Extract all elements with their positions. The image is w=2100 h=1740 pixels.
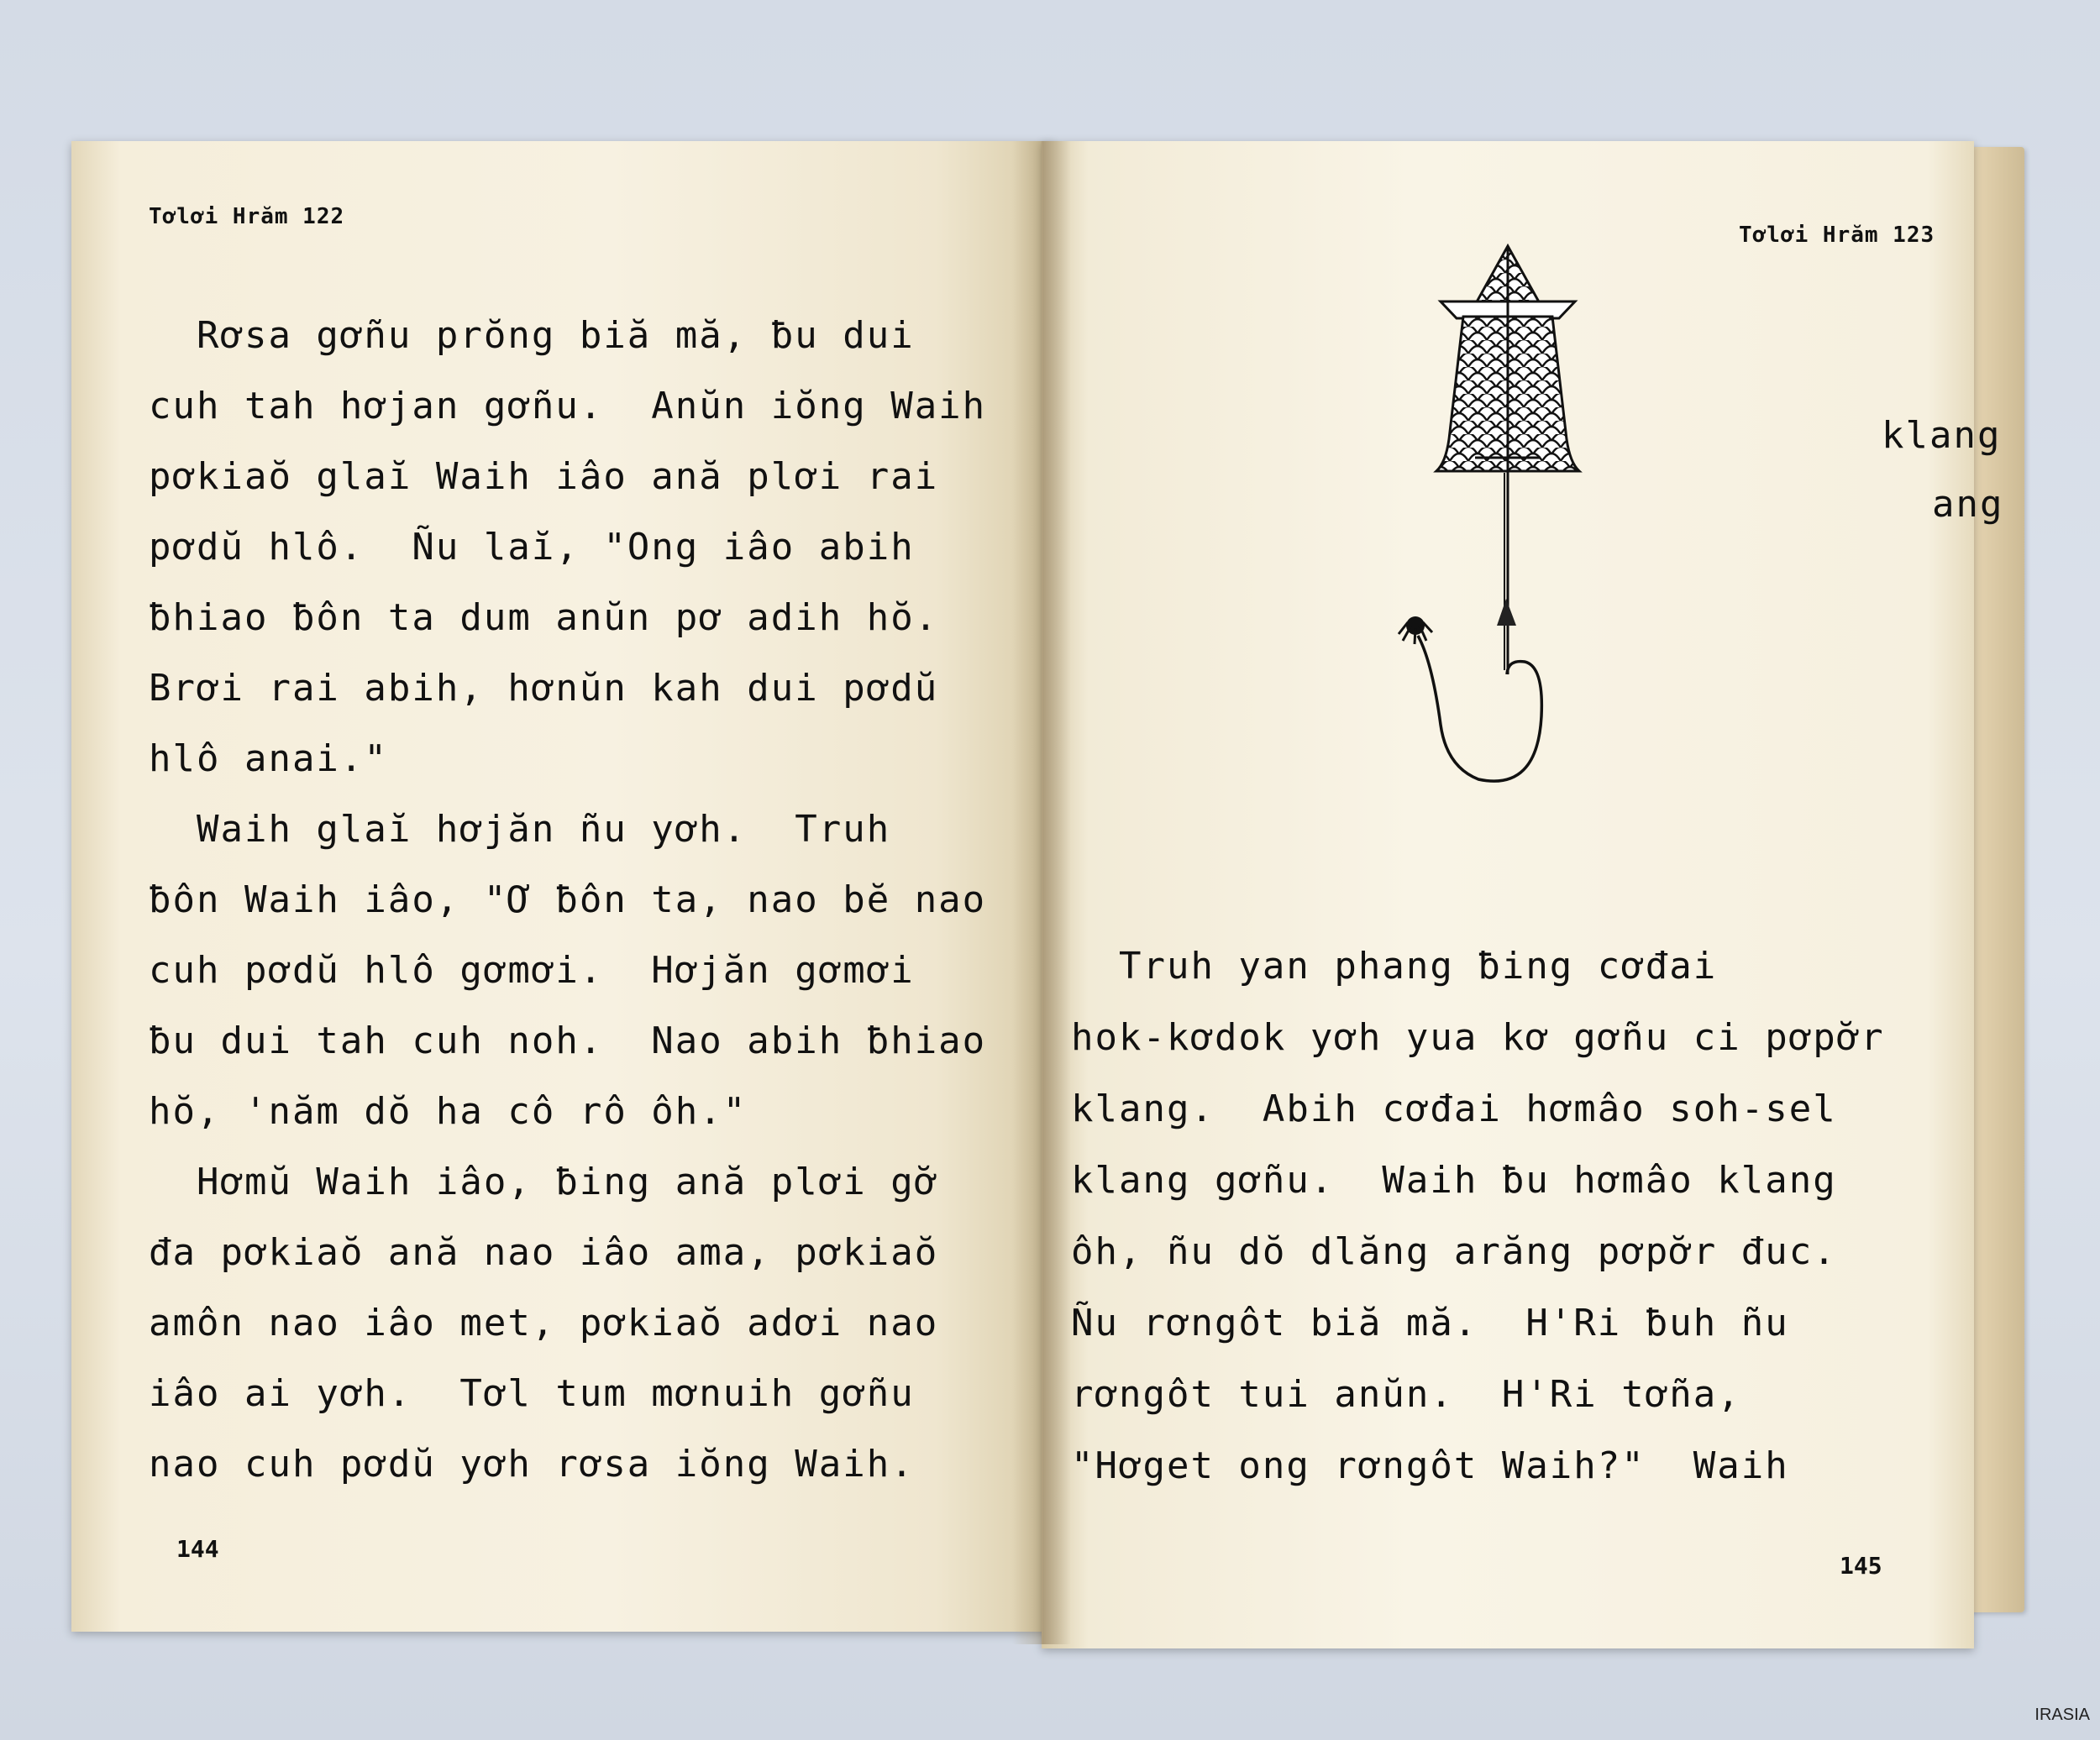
text-line: pơkiaŏ glaĭ Waih iâo ană plơi rai	[149, 455, 939, 498]
kite-label-klang: klang	[1882, 414, 2002, 457]
right-page-number: 145	[1840, 1552, 1882, 1580]
text-line: klang gơñu. Waih ƀu hơmâo klang	[1071, 1159, 1837, 1202]
text-line: iâo ai yơh. Tơl tum mơnuih gơñu	[149, 1372, 915, 1415]
text-line: ƀhiao ƀôn ta dum anŭn pơ adih hŏ.	[149, 596, 939, 639]
kite-illustration	[1394, 246, 2004, 784]
text-line: hok-kơdok yơh yua kơ gơñu ci pơpơ̆r	[1071, 1016, 1885, 1059]
text-line: pơdŭ hlô. Ñu laĭ, "Ong iâo abih	[149, 526, 915, 569]
kite-icon	[1394, 246, 1756, 784]
right-running-head: Tơlơi Hrăm 123	[1739, 223, 1935, 248]
right-page-text	[1071, 930, 1885, 1502]
text-line: Ñu rơngôt biă mă. H'Ri ƀuh ñu	[1071, 1302, 1789, 1344]
right-page	[1042, 141, 2004, 1648]
left-page-text	[149, 301, 986, 1500]
text-line: Waih glaĭ hơjăn ñu yơh. Truh	[149, 808, 891, 851]
text-line: nao cuh pơdŭ yơh rơsa iŏng Waih.	[149, 1443, 915, 1486]
text-line: ƀu dui tah cuh noh. Nao abih ƀhiao	[149, 1019, 987, 1062]
text-line: cuh pơdŭ hlô gơmơi. Hơjăn gơmơi	[149, 949, 915, 992]
text-line: Truh yan phang ƀing cơđai	[1071, 945, 1718, 988]
text-line: ôh, ñu dŏ dlăng arăng pơpơ̆r đuc.	[1071, 1230, 1837, 1273]
left-page-number: 144	[176, 1535, 219, 1563]
text-line: amôn nao iâo met, pơkiaŏ adơi nao	[149, 1302, 939, 1344]
text-line: Rơsa gơñu prŏng biă mă, ƀu dui	[149, 314, 915, 357]
watermark: IRASIA	[2034, 1706, 2090, 1724]
text-line: klang. Abih cơđai hơmâo soh-sel	[1071, 1088, 1837, 1130]
left-page	[71, 141, 1054, 1632]
book-gutter	[1012, 141, 1071, 1644]
text-line: "Hơget ong rơngôt Waih?" Waih	[1071, 1444, 1789, 1487]
text-line: ƀôn Waih iâo, "Ơ ƀôn ta, nao bĕ nao	[149, 878, 987, 921]
text-line: Brơi rai abih, hơnŭn kah dui pơdŭ	[149, 667, 939, 710]
text-line: hŏ, 'năm dŏ ha cô rô ôh."	[149, 1090, 748, 1133]
text-line: đa pơkiaŏ ană nao iâo ama, pơkiaŏ	[149, 1231, 939, 1274]
text-line: rơngôt tui anŭn. H'Ri tơña,	[1071, 1373, 1741, 1416]
text-line: cuh tah hơjan gơñu. Anŭn iŏng Waih	[149, 385, 987, 427]
kite-label-ang: ang	[1932, 483, 2004, 526]
text-line: hlô anai."	[149, 737, 388, 780]
left-running-head: Tơlơi Hrăm 122	[149, 204, 345, 229]
text-line: Hơmŭ Waih iâo, ƀing ană plơi gơ̆	[149, 1161, 939, 1203]
